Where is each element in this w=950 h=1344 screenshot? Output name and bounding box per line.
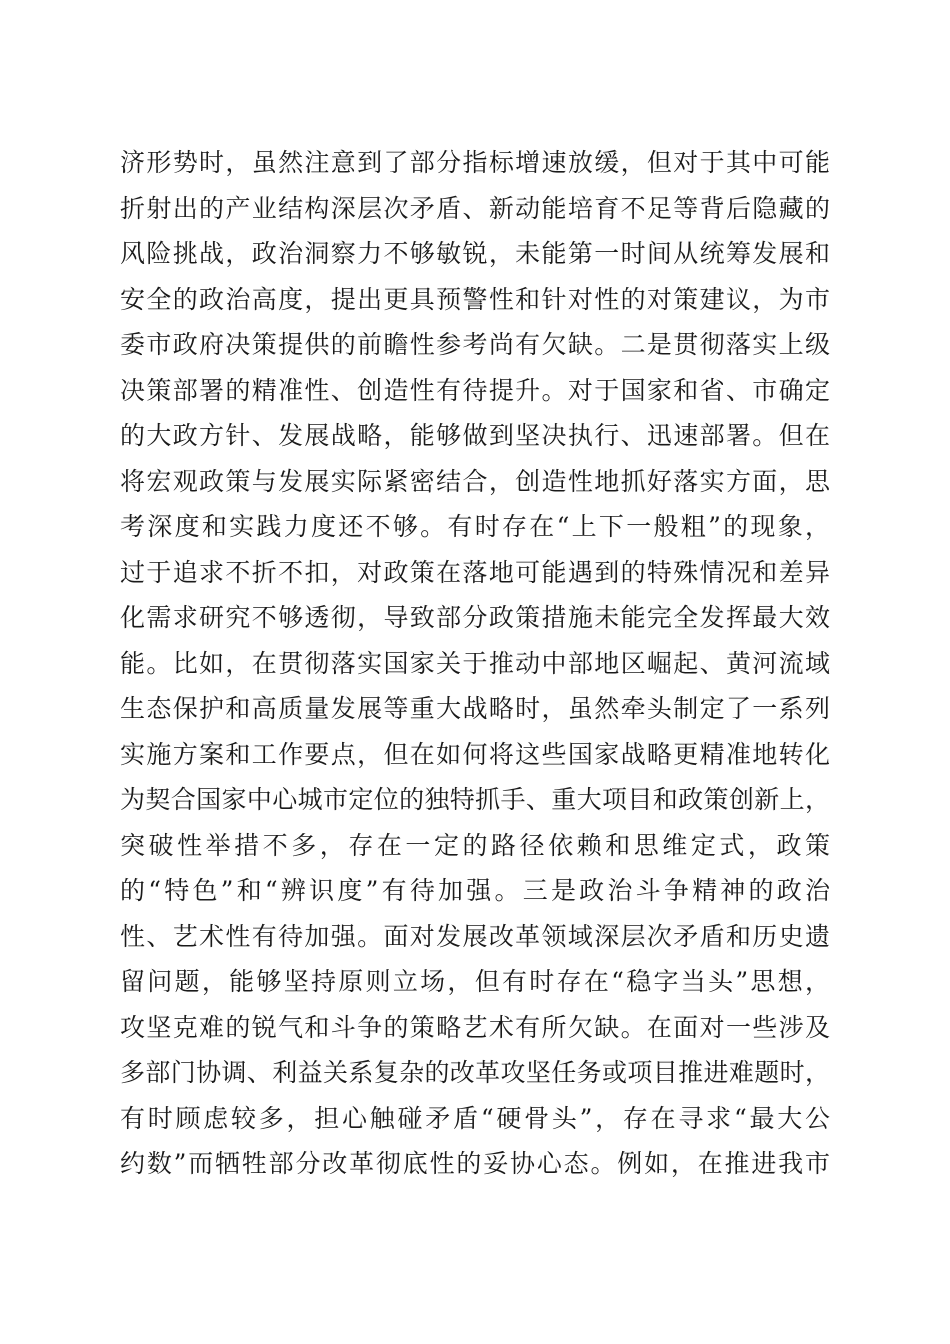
text-line: 约数”而牺牲部分改革彻底性的妥协心态。例如，在推进我市 xyxy=(120,1149,830,1178)
text-line: 生态保护和高质量发展等重大战略时，虽然牵头制定了一系列 xyxy=(120,694,830,723)
text-line: 委市政府决策提供的前瞻性参考尚有欠缺。二是贯彻落实上级 xyxy=(120,330,830,359)
text-line: 性、艺术性有待加强。面对发展改革领域深层次矛盾和历史遗 xyxy=(120,921,830,951)
text-line: 突破性举措不多，存在一定的路径依赖和思维定式，政策 xyxy=(120,830,830,860)
text-line: 风险挑战，政治洞察力不够敏锐，未能第一时间从统筹发展和 xyxy=(120,239,830,268)
text-line: 攻坚克难的锐气和斗争的策略艺术有所欠缺。在面对一些涉及 xyxy=(120,1012,830,1042)
text-line: 实施方案和工作要点，但在如何将这些国家战略更精准地转化 xyxy=(120,739,830,769)
text-line: 有时顾虑较多，担心触碰矛盾“硬骨头”，存在寻求“最大公 xyxy=(120,1103,830,1133)
text-line: 化需求研究不够透彻，导致部分政策措施未能完全发挥最大效 xyxy=(120,603,830,632)
text-line: 考深度和实践力度还不够。有时存在“上下一般粗”的现象， xyxy=(120,512,830,541)
text-line: 为契合国家中心城市定位的独特抓手、重大项目和政策创新上， xyxy=(120,785,830,814)
text-line: 的大政方针、发展战略，能够做到坚决执行、迅速部署。但在 xyxy=(120,421,830,450)
text-line: 能。比如，在贯彻落实国家关于推动中部地区崛起、黄河流域 xyxy=(120,648,830,678)
text-line: 济形势时，虽然注意到了部分指标增速放缓，但对于其中可能 xyxy=(120,148,830,177)
body-paragraph xyxy=(120,140,830,1187)
text-line: 多部门协调、利益关系复杂的改革攻坚任务或项目推进难题时， xyxy=(120,1058,830,1087)
text-line: 过于追求不折不扣，对政策在落地可能遇到的特殊情况和差异 xyxy=(120,557,830,587)
text-line: 折射出的产业结构深层次矛盾、新动能培育不足等背后隐藏的 xyxy=(120,193,830,223)
text-line: 留问题，能够坚持原则立场，但有时存在“稳字当头”思想， xyxy=(120,967,830,996)
text-line: 的“特色”和“辨识度”有待加强。三是政治斗争精神的政治 xyxy=(120,876,830,905)
text-line: 安全的政治高度，提出更具预警性和针对性的对策建议，为市 xyxy=(120,284,830,314)
text-line: 将宏观政策与发展实际紧密结合，创造性地抓好落实方面，思 xyxy=(120,466,830,496)
text-line: 决策部署的精准性、创造性有待提升。对于国家和省、市确定 xyxy=(120,375,830,405)
